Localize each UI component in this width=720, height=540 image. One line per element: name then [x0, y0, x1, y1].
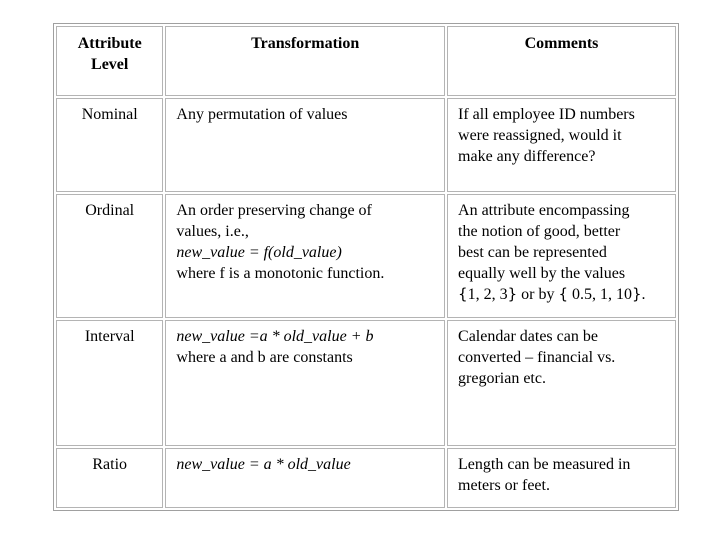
- value-set-2: 0.5, 1, 10: [571, 286, 632, 303]
- transformation-line: where f is a monotonic function.: [176, 265, 385, 282]
- attribute-levels-table: [53, 23, 679, 511]
- header-row: [56, 26, 676, 96]
- level-cell-ordinal: Ordinal: [56, 194, 163, 318]
- comment-line: converted – financial vs.: [458, 349, 616, 366]
- header-transformation: Transformation: [165, 26, 445, 96]
- transformation-cell-ordinal: [165, 194, 445, 318]
- comment-line: the notion of good, better: [458, 223, 621, 240]
- comment-cell-nominal: [447, 98, 676, 192]
- comment-cell-ratio: [447, 448, 676, 508]
- level-cell-interval: Interval: [56, 320, 163, 446]
- table-row-ratio: [56, 448, 676, 508]
- level-cell-nominal: Nominal: [56, 98, 163, 192]
- transformation-line: where a and b are constants: [176, 349, 353, 366]
- value-set-1: 1, 2, 3: [467, 286, 508, 303]
- transformation-line: An order preserving change of: [176, 202, 372, 219]
- comment-cell-ordinal: [447, 194, 676, 318]
- table-row-nominal: [56, 98, 676, 192]
- comment-values-line: {1, 2, 3} or by { 0.5, 1, 10}.: [458, 285, 646, 303]
- transformation-formula: new_value = a * old_value: [176, 456, 351, 473]
- header-level-line-1: Attribute: [77, 35, 142, 52]
- level-cell-ratio: Ratio: [56, 448, 163, 508]
- transformation-formula: new_value =a * old_value + b: [176, 328, 374, 345]
- table-row-interval: [56, 320, 676, 446]
- comment-line: Length can be measured in: [458, 456, 631, 473]
- comment-cell-interval: [447, 320, 676, 446]
- transformation-cell-ratio: [165, 448, 445, 508]
- header-attribute-level: [56, 26, 163, 96]
- header-comments: Comments: [447, 26, 676, 96]
- comment-line: make any difference?: [458, 148, 596, 165]
- transformation-formula: new_value = f(old_value): [176, 244, 342, 261]
- comment-line: gregorian etc.: [458, 370, 546, 387]
- value-set-connector: or by: [521, 286, 555, 303]
- transformation-cell-interval: [165, 320, 445, 446]
- header-level-line-2: Level: [91, 56, 129, 73]
- transformation-cell-nominal: [165, 98, 445, 192]
- comment-line: Calendar dates can be: [458, 328, 598, 345]
- table-row-ordinal: [56, 194, 676, 318]
- comment-line: were reassigned, would it: [458, 127, 622, 144]
- comment-line: equally well by the values: [458, 265, 626, 282]
- comment-line: If all employee ID numbers: [458, 106, 635, 123]
- transformation-line: Any permutation of values: [176, 106, 348, 123]
- comment-line: An attribute encompassing: [458, 202, 630, 219]
- transformation-line: values, i.e.,: [176, 223, 249, 240]
- comment-line: meters or feet.: [458, 477, 550, 494]
- comment-line: best can be represented: [458, 244, 607, 261]
